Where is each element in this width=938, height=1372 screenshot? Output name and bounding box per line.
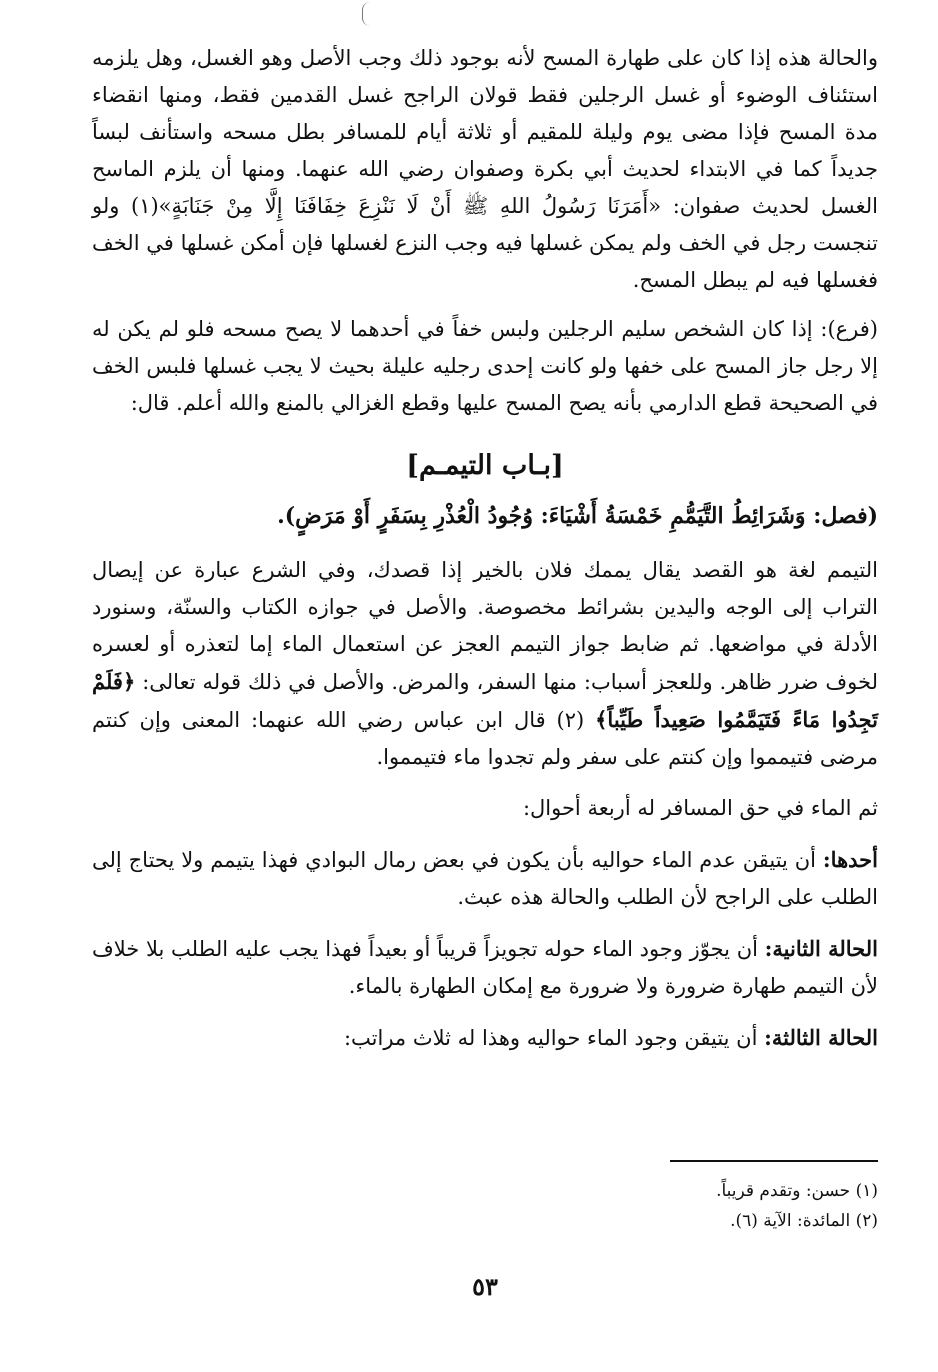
paragraph-state-two <box>92 930 878 1005</box>
footnote-divider <box>670 1160 878 1162</box>
paragraph-tayammum-definition <box>92 552 878 776</box>
state-two-label: الحالة الثانية: <box>764 936 878 961</box>
paragraph-four-states: ثم الماء في حق المسافر له أربعة أحوال: <box>522 796 878 820</box>
page-number: ٥٣ <box>472 1272 498 1301</box>
chapter-heading: [بـاب التيمـم] <box>406 450 564 481</box>
fasl-statement <box>92 496 878 536</box>
state-three-text: أن يتيقن وجود الماء حواليه وهذا له ثلاث مراتب: <box>343 1026 758 1050</box>
fasl-text: وَشَرَائِطُ التَّيَمُّمِ خَمْسَةُ أَشْيَاءَ: وُجُودُ الْعُذْرِ بِسَفَرٍ أَوْ مَرَضٍ). <box>277 503 806 529</box>
ibn-abbas-text: (٢) قال ابن عباس رضي الله عنهما: المعنى وإن كنتم مرضى فتيمموا وإن كنتم على سفر ولم تجدوا ماء فتيمموا. <box>92 708 878 769</box>
footnotes <box>92 1176 878 1236</box>
fasl-label: (فصل: <box>813 503 878 529</box>
quran-verse: ﴿فَلَمْ تَجِدُوا مَاءً فَتَيَمَّمُوا صَعِيداً طَيِّباً﴾ <box>92 669 878 732</box>
scan-mark <box>362 2 373 26</box>
definition-text: التيمم لغة هو القصد يقال يممك فلان بالخير إذا قصدك، وفي الشرع عبارة عن إيصال التراب إلى الوجه واليدين بشرائط مخصوصة. والأصل في جوازه الكتاب والسنّة، وسنورد الأدلة في مواضعها. ثم ضابط جواز التيمم العجز عن استعمال الماء إما لتعذره أو لعسره لخوف ضرر ظاهر. وللعجز أسباب: منها السفر، والمرض. والأصل في ذلك قوله تعالى: <box>92 558 878 694</box>
paragraph-state-one <box>92 841 878 916</box>
footnote-1: (١) حسن: وتقدم قريباً. <box>716 1181 878 1201</box>
footnote-2: (٢) المائدة: الآية (٦). <box>730 1211 878 1231</box>
page-body <box>92 40 878 1340</box>
paragraph-masah-conditions: والحالة هذه إذا كان على طهارة المسح لأنه بوجود ذلك وجب الأصل وهو الغسل، وهل يلزمه استئناف الوضوء أو غسل الرجلين فقط قولان الراجح غسل القدمين فقط، ومنها انقضاء مدة المسح فإذا مضى يوم وليلة للمقيم أو ثلاثة أيام للمسافر بطل مسحه واستأنف لبساً جديداً كما في الابتداء لحديث أبي بكرة وصفوان رضي الله عنهما. ومنها أن يلزم الماسح الغسل لحديث صفوان: «أَمَرَنَا رَسُولُ اللهِ ﷺ أَنْ لَا نَنْزِعَ خِفَافَنَا إِلَّا مِنْ جَنَابَةٍ»(١) ولو تنجست رجل في الخف ولم يمكن غسلها فيه وجب النزع لغسلها فإن أمكن غسلها في الخف فغسلها فيه لم يبطل المسح. <box>92 46 878 292</box>
state-one-text: أن يتيقن عدم الماء حواليه بأن يكون في بعض رمال البوادي فهذا يتيمم ولا يحتاج إلى الطلب على الراجح لأن الطلب والحالة هذه عبث. <box>92 848 878 909</box>
paragraph-state-three <box>92 1019 878 1057</box>
paragraph-far: (فرع): إذا كان الشخص سليم الرجلين ولبس خفاً في أحدهما لا يصح مسحه فلو لم يكن له إلا رجل جاز المسح على خفها ولو كانت إحدى رجليه عليلة بحيث لا يجب غسلها فلبس الخف في الصحيحة قطع الدارمي بأنه يصح المسح عليها وقطع الغزالي بالمنع والله أعلم. قال: <box>92 317 878 415</box>
state-three-label: الحالة الثالثة: <box>764 1025 878 1050</box>
state-two-text: أن يجوّز وجود الماء حوله تجويزاً قريباً أو بعيداً فهذا يجب عليه الطلب بلا خلاف لأن التيمم طهارة ضرورة ولا ضرورة مع إمكان الطهارة بالماء. <box>92 937 878 998</box>
state-one-label: أحدها: <box>822 847 878 872</box>
